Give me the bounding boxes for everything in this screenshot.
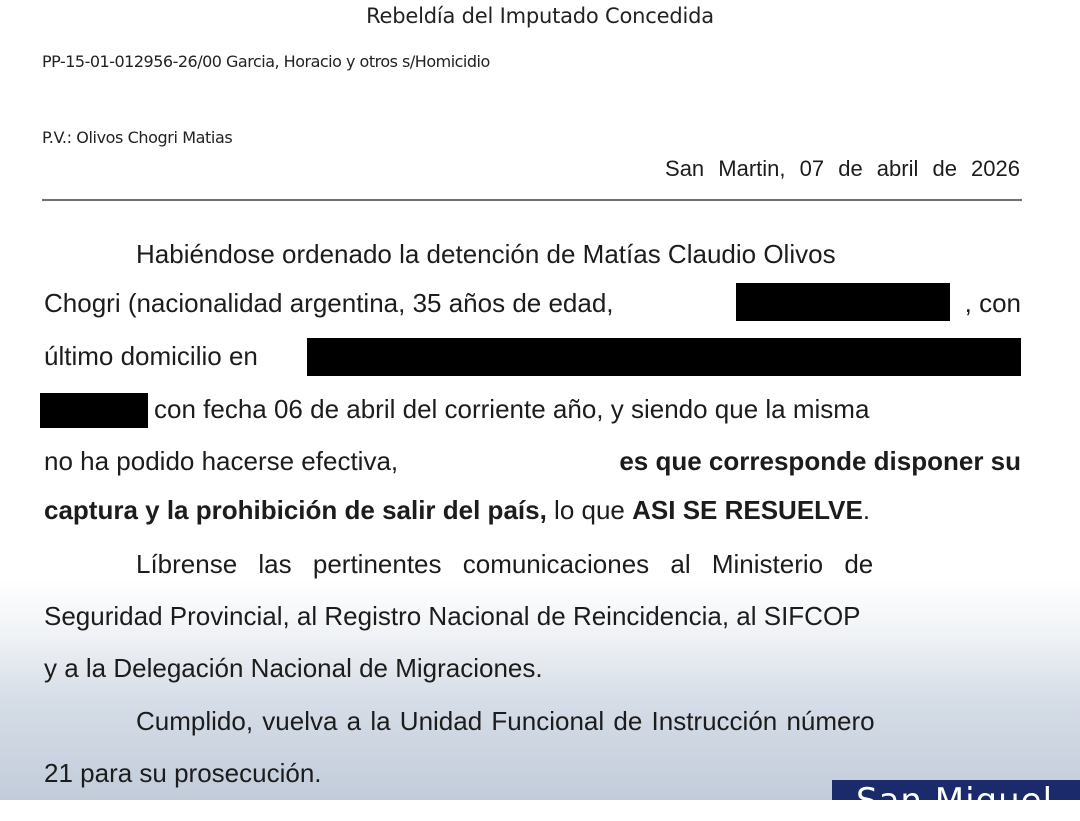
body-text: último domicilio en — [44, 341, 258, 371]
body-line-9 — [44, 652, 1021, 684]
body-text: 21 para su prosecución. — [44, 758, 322, 788]
body-line-5 — [44, 445, 1021, 477]
body-text: Habiéndose ordenado la detención de Matías Claudio Olivos — [136, 239, 836, 269]
body-text: lo que — [554, 495, 625, 525]
redaction-block — [307, 338, 1021, 376]
body-line-7 — [44, 548, 1021, 580]
body-text: Chogri (nacionalidad argentina, 35 años de edad, — [44, 288, 614, 318]
body-line-3 — [44, 340, 1021, 372]
watermark-badge — [832, 780, 1080, 821]
body-line-6 — [44, 494, 1021, 526]
body-text: Cumplido, vuelva a la Unidad Funcional de Instrucción número — [136, 706, 875, 736]
case-number: PP-15-01-012956-26/00 Garcia, Horacio y otros s/Homicidio — [42, 52, 490, 71]
body-text: y a la Delegación Nacional de Migraciones. — [44, 653, 543, 683]
victim-line: P.V.: Olivos Chogri Matias — [42, 128, 233, 147]
body-line-8 — [44, 600, 1021, 632]
body-text: . — [862, 495, 871, 525]
redaction-block — [736, 283, 950, 321]
body-text: Líbrense las pertinentes comunicaciones al Ministerio de — [136, 549, 874, 579]
watermark-text: San Miguel — [856, 781, 1054, 821]
redaction-block — [40, 393, 148, 428]
document-title: Rebeldía del Imputado Concedida — [366, 4, 714, 28]
body-text: , con — [964, 288, 1021, 318]
body-text: Seguridad Provincial, al Registro Nacional de Reincidencia, al SIFCOP — [44, 601, 861, 631]
body-text-bold: captura y la prohibición de salir del país, — [44, 495, 547, 525]
body-line-2 — [44, 287, 1021, 319]
body-text: con fecha 06 de abril del corriente año, y siendo que la misma — [154, 394, 870, 424]
header-divider — [42, 199, 1022, 201]
body-text-bold: ASI SE RESUELVE — [632, 495, 863, 525]
place-date: San Martin, 07 de abril de 2026 — [665, 156, 1020, 181]
body-line-1 — [44, 238, 1021, 270]
body-line-10 — [44, 705, 1021, 737]
body-text: no ha podido hacerse efectiva, — [44, 446, 399, 476]
body-text-bold: es que corresponde disponer su — [619, 446, 1021, 476]
